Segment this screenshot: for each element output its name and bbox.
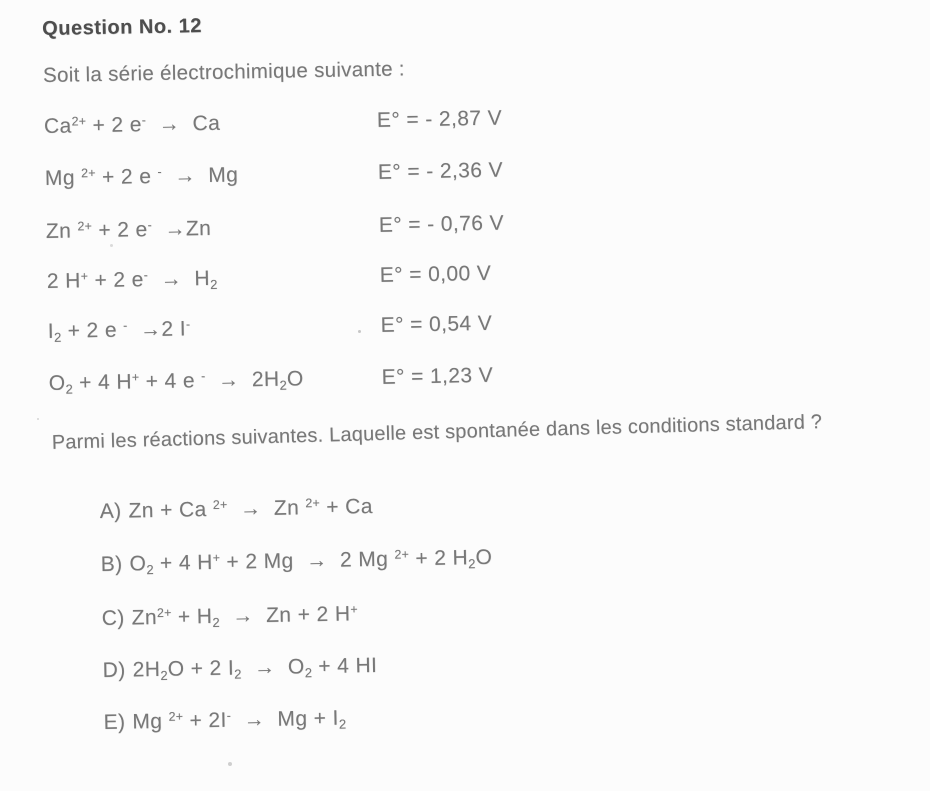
option-label: E) [103, 710, 126, 734]
scan-noise-speck [228, 762, 232, 766]
option-label: A) [99, 499, 122, 524]
standard-potential-value: E° = 0,54 V [380, 311, 493, 337]
question-text: Parmi les réactions suivantes. Laquelle est spontanée dans les conditions standard ? [51, 411, 823, 454]
answer-option [56, 683, 347, 761]
intro-text: Soit la série électrochimique suivante : [42, 57, 406, 87]
option-equation: $O_2 + 4$ H+ + 2 Mg → 2 Mg $^{2+}$ + 2 $H_2O$ [129, 545, 493, 578]
half-reaction-row [48, 307, 748, 345]
half-reaction-equation: $O_2 + 4$ H+ + 4 e $^- \to 2H_2O$ [48, 367, 304, 397]
standard-potential-value: E° = 0,00 V [379, 261, 492, 287]
half-reaction-equation: Mg $^{2+}$ + 2 e - → Mg [44, 163, 239, 190]
question-number-heading: Question No. 12 [42, 15, 203, 40]
half-reaction-equation: $I_2 + 2$ e - →2 I- [47, 317, 191, 345]
half-reaction-row [47, 257, 747, 295]
half-reaction-row [44, 102, 744, 139]
half-reaction-equation: Zn $^{2+}$ + 2 e- →Zn [45, 216, 212, 243]
question-content [42, 2, 930, 784]
standard-potential-value: E° = 1,23 V [381, 363, 494, 389]
option-equation: Zn + Ca $^{2+}$ → Zn $^{2+}$ + Ca [128, 495, 374, 523]
option-equation: $Zn^{2+} + H_2 \to Zn + 2$ H+ [131, 602, 358, 630]
half-reaction-row [48, 359, 748, 397]
standard-potential-value: E° = - 2,36 V [377, 158, 504, 184]
half-reaction-equation: 2 H+ + 2 $e^- \to H_2$ [46, 266, 218, 293]
option-equation: $2H_2O + 2$ $I_2 \to O_2 + 4$ HI [132, 653, 378, 683]
standard-potential-value: E° = - 2,87 V [376, 106, 503, 132]
half-reaction-row [45, 154, 745, 191]
option-label: C) [101, 606, 125, 631]
half-reaction-row [46, 207, 746, 244]
standard-potential-value: E° = - 0,76 V [378, 211, 505, 237]
option-label: D) [102, 658, 126, 682]
scan-noise-speck [358, 330, 361, 333]
scan-noise-speck [37, 418, 39, 420]
option-equation: Mg $^{2+} + 2I^- \to Mg + I_2$ [132, 706, 347, 734]
scan-noise-speck [110, 244, 113, 247]
half-reaction-equation: $Ca^{2+} + 2$ e- → Ca [43, 111, 221, 138]
option-label: B) [100, 552, 123, 577]
